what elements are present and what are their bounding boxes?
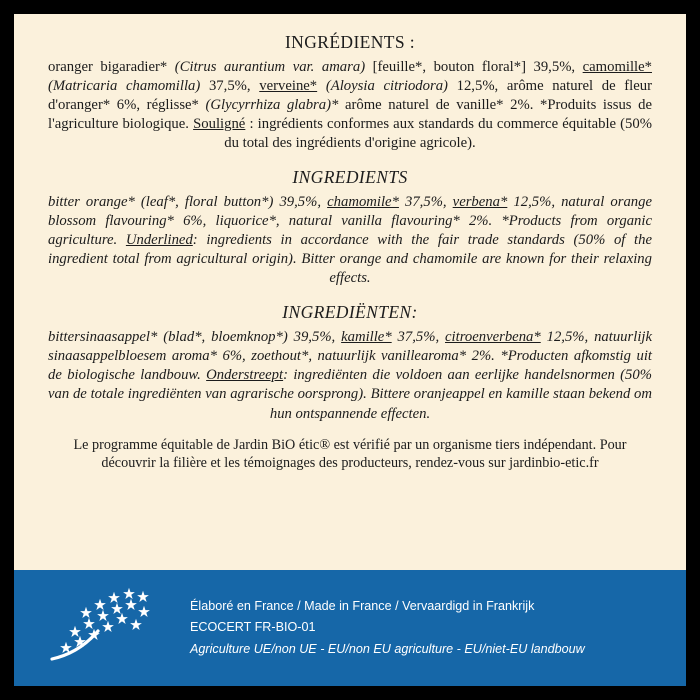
fair-trade-note: Le programme équitable de Jardin BiO étic® est vérifié par un organisme tiers indépendant. Pour découvrir la filière et les témoignages des producteurs, rendez-vous sur jardinbio-etic.fr [73,436,627,472]
footer-text-block [190,596,585,661]
footer-line-agriculture: Agriculture UE/non UE - EU/non EU agriculture - EU/niet-EU landbouw [190,641,585,656]
product-label-panel [14,14,686,686]
label-content [14,14,686,477]
ingredients-section-nl [48,302,652,424]
section-text-nl: bittersinaasappel* (blad*, bloemknop*) 39,5%, kamille* 37,5%, citroenverbena* 12,5%, natuurlijk sinaasappelbloesem aroma* 6%, zoethout*, natuurlijk vanillearoma* 2%. *Producten afkomstig uit de biologische landbouw. Onderstreept: ingrediënten die voldoen aan eerlijke handelsnormen (50% van de totale ingrediënten van agrarische oorsprong). Bittere oranjeappel en kamille staan bekend om hun ontspannende effecten. [48,329,652,422]
ingredients-section-en [48,167,652,289]
ingredients-section-fr [48,32,652,154]
section-title-nl: INGREDIËNTEN: [282,302,418,323]
section-title-en: INGREDIENTS [292,166,408,187]
footer-line-origin: Élaboré en France / Made in France / Vervaardigd in Frankrijk [190,598,535,613]
section-title-fr: INGRÉDIENTS : [284,32,416,52]
section-text-fr: oranger bigaradier* (Citrus aurantium var. amara) [feuille*, bouton floral*] 39,5%, camomille* (Matricaria chamomilla) 37,5%, verveine* (Aloysia citriodora) 12,5%, arôme naturel de fleur d'oranger* 6%, réglisse* (Glycyrrhiza glabra)* arôme naturel de vanille* 2%. *Produits issus de l'agriculture biologique. Souligné : ingrédients conformes aux standards du commerce équitable (50% du total des ingrédients d'origine agricole). [48,59,653,152]
footer-line-certifier: ECOCERT FR-BIO-01 [190,620,316,635]
eu-organic-leaf-logo [40,585,168,671]
section-text-en: bitter orange* (leaf*, floral button*) 39,5%, chamomile* 37,5%, verbena* 12,5%, natural orange blossom flavouring* 6%, liquorice*, natural vanilla flavouring* 2%. *Products from organic agriculture. Underlined: ingredients in accordance with the fair trade standards (50% of the ingredient total from agricultural origin). Bitter orange and chamomile are known for their relaxing effects. [48,193,653,286]
label-footer [14,570,686,686]
